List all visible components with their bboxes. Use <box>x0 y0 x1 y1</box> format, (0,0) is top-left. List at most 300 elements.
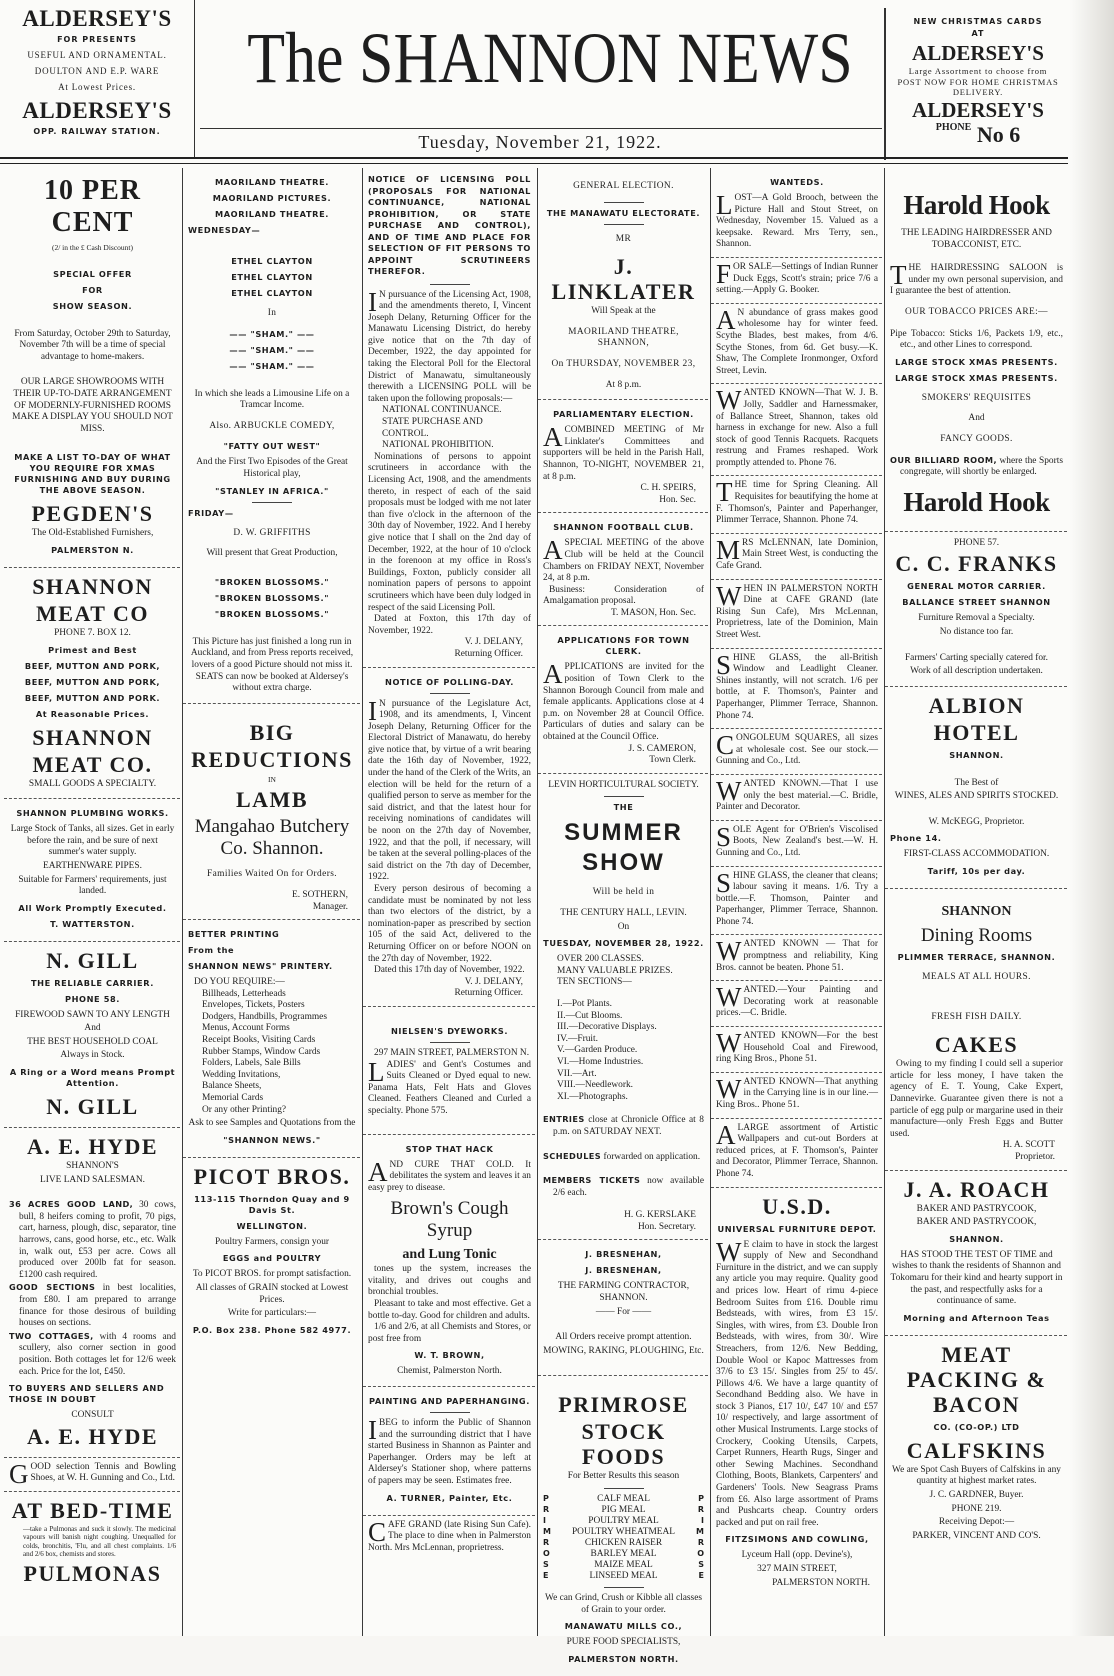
list-item: Rubber Stamps, Window Cards <box>202 1046 321 1057</box>
article <box>4 1458 180 1492</box>
signature: J. S. CAMERON, <box>628 743 696 754</box>
list-item: V.—Garden Produce. <box>557 1045 638 1056</box>
text-line: We are Spot Cash Buyers of Calfskins in any quantity at highest market rates. <box>891 1464 1061 1487</box>
divider <box>604 224 644 225</box>
display-heading: CAKES <box>934 1032 1019 1058</box>
signature: V. J. DELANY, <box>464 637 523 648</box>
bold-line: W. T. BROWN, <box>414 1350 485 1361</box>
column-5 <box>710 168 882 1636</box>
spacer <box>543 1164 704 1174</box>
spacer <box>543 1320 704 1330</box>
product-row <box>543 1549 704 1560</box>
list-item: III.—Decorative Displays. <box>557 1022 657 1033</box>
divider <box>200 128 882 129</box>
ad-line: Large Assortment to choose from <box>908 66 1048 76</box>
spacer <box>188 241 356 251</box>
article <box>711 775 882 821</box>
article <box>885 687 1067 889</box>
divider <box>430 1042 470 1043</box>
article <box>711 534 882 580</box>
ad-line: NEW CHRISTMAS CARDS <box>913 17 1043 26</box>
list-item: STATE PURCHASE AND CONTROL. <box>382 417 483 439</box>
list-item: Envelopes, Tickets, Posters <box>202 1000 305 1011</box>
ad-line: FOR PRESENTS <box>57 35 137 44</box>
display-heading: U.S.D. <box>762 1193 832 1219</box>
list-item: Balance Sheets, <box>202 1081 262 1092</box>
paragraph: GOOD selection Tennis and Bowling Shoes, at W. H. Gunning and Co., Ltd. <box>9 1458 176 1489</box>
article <box>183 168 360 704</box>
ad-line: DOULTON AND E.P. WARE <box>34 66 160 76</box>
product-row <box>543 1516 704 1527</box>
display-heading: CALFSKINS <box>906 1437 1047 1463</box>
text-line: Always in Stock. <box>60 1050 125 1061</box>
paragraph: Dated at Foxton, this 17th day of November, 1922. <box>368 614 531 636</box>
display-heading: Mangahao Butchery Co. Shannon. <box>194 816 350 860</box>
divider <box>430 1412 470 1413</box>
paragraph: LADIES' and Gent's Costumes and Suits Cleaned or Dyed equal to new. Panama Hats, Felt Hats and Gloves Cleaned. Feathers Cleaned and Curled a specialty. Phone 575. <box>368 1056 531 1116</box>
paragraph <box>543 1175 704 1199</box>
article <box>711 649 882 730</box>
paragraph <box>9 1199 176 1281</box>
paragraph: SHINE GLASS, the cleaner that cleans; labour saving it means. 1/6. Try a bottle.—F. Thomson, Painter and Paperhanger, Plimmer Terrace, Shannon. Phone 74. <box>716 867 878 927</box>
text-line: Will present that Great Production, <box>206 548 338 559</box>
fine-print: —take a Pulmonas and suck it slowly. The medicinal vapours will banish night coughing. Unequalled for colds, bronchitis, 'Flu, and all chest complaints. 1/6 and 2/6 box, chemists and stores. <box>23 1524 176 1559</box>
bold-line: T. WATTERSTON. <box>50 918 135 929</box>
text-line: THE BEST HOUSEHOLD COAL <box>27 1036 158 1047</box>
bold-line: ETHEL CLAYTON <box>231 288 313 298</box>
bold-line: BEEF, MUTTON AND PORK, <box>24 676 161 687</box>
paragraph: CONGOLEUM SQUARES, all sizes at wholesale cost. See our stock.—Gunning and Co., Ltd. <box>716 730 878 767</box>
bold-line: PAINTING AND PAPERHANGING. <box>369 1396 530 1407</box>
paragraph: SHINE GLASS, the all-British Window and Leadlight Cleaner. Shines instantly, will not scratch. 1/6 per bottle, at F. Thomson's, Painter and Paperhanger, Plimmer Terrace, Shannon. Phone 74. <box>716 649 878 721</box>
list-item: I.—Pot Plants. <box>557 998 612 1009</box>
text-line: MAORILAND THEATRE, SHANNON, <box>568 326 679 349</box>
paragraph-text: in best localities, from £80. I am prepared to arrange finance for those desirous of building houses on sections. <box>19 1283 176 1329</box>
spacer <box>9 365 176 375</box>
phone-label: PHONE <box>935 122 972 133</box>
signature: PALMERSTON NORTH. <box>772 1577 870 1588</box>
text-line: MOWING, RAKING, PLOUGHING, Etc. <box>543 1345 704 1356</box>
paragraph: Nominations of persons to appoint scrutineers in accordance with the Licensing Act, 1908, and the amendments thereto, in respect of each of the said proposals must be lodged with me not later than five o'clock in the afternoon of the 30th day of November, 1922. And I hereby give notice that I shall on the 2nd day of December, 1922, at the hour of 10 o'clock in the forenoon at my office in Ross's Buildings, Foxton, publicly consider all nomination papers of persons to appoint scrutineers which have been duly lodged in respect of the said Licensing Poll. <box>368 451 531 613</box>
bold-line: Primest and Best <box>48 644 137 655</box>
column-6 <box>884 168 1067 1636</box>
text-line: Suitable for Farmers' requirements, just landed. <box>18 874 167 897</box>
paragraph <box>890 455 1063 479</box>
bold-line: SHANNON PLUMBING WORKS. <box>16 808 169 819</box>
article <box>885 168 1067 532</box>
article <box>885 889 1067 1171</box>
paragraph: Owing to my finding I could sell a superior article for less money, I have taken the agency of E. T. Young, Cake Expert, Dannevirke. Guarantee given there is not a particle of egg pulp or margarine used in their manufacture—only Fresh Eggs and Butter used. <box>890 1059 1063 1139</box>
text-line: From Saturday, October 29th to Saturday, November 7th will be a time of special advantage to home-makers. <box>14 328 171 362</box>
article <box>183 704 360 920</box>
list-item: Or any other Printing? <box>202 1104 287 1115</box>
text-line: Work of all description undertaken. <box>910 666 1043 677</box>
spacer <box>543 989 704 999</box>
article <box>711 981 882 1027</box>
article <box>363 1007 535 1135</box>
product-name: BARLEY MEAL <box>590 1549 657 1560</box>
article <box>183 920 360 1158</box>
text-line: At 8 p.m. <box>605 379 642 390</box>
paragraph: THE time for Spring Cleaning. All Requisites for beautifying the home at F. Thomson's, Painter and Paperhanger, Plimmer Terrace, Shannon. Phone 74. <box>716 477 878 526</box>
list-item: TEN SECTIONS— <box>557 977 632 988</box>
issue-date: Tuesday, November 21, 1922. <box>418 132 662 152</box>
text-line: And <box>968 413 985 424</box>
bold-line: TO BUYERS AND SELLERS AND THOSE IN DOUBT <box>9 1383 165 1405</box>
text-line: And <box>84 1023 101 1034</box>
article <box>4 799 180 942</box>
signature: H. A. SCOTT <box>1002 1140 1055 1151</box>
paragraph: ACOMBINED MEETING of Mr Linklater's Committees and supporters will be held in the Parish Hall, Shannon, TO-NIGHT, NOVEMBER 21, at 8 p.m. <box>543 422 704 482</box>
bold-line: LARGE STOCK XMAS PRESENTS. <box>895 356 1058 367</box>
lead-in: GOOD SECTIONS <box>9 1282 96 1293</box>
text-line: In which she leads a Limousine Life on a Tramcar Income. <box>194 388 350 411</box>
bold-line: SHANNON. <box>949 749 1004 760</box>
bold-line: ETHEL CLAYTON <box>231 272 313 282</box>
list-item: Wedding Invitations, <box>202 1069 281 1080</box>
product-name: CALF MEAL <box>597 1494 650 1505</box>
paragraph <box>9 1282 176 1329</box>
paragraph: IBEG to inform the Public of Shannon and the surrounding district that I have started Business in Shannon as Painter and Paperhanger. Orders may be left at Aldersey's Stationer shop, where patterns of papers may be seen. Estimates free. <box>368 1415 531 1486</box>
paragraph: WANTED KNOWN — That for promptness and reliability, King Bros. cannot be beaten. Phone 51. <box>716 936 878 973</box>
acrostic-letter: M <box>696 1527 704 1537</box>
display-heading: N. GILL <box>46 947 139 973</box>
article <box>4 942 180 1128</box>
list-item: OVER 200 CLASSES. <box>557 954 644 965</box>
newspaper-title <box>198 8 882 108</box>
spacer <box>890 893 1063 903</box>
article <box>711 476 882 533</box>
spacer <box>543 1359 704 1369</box>
text-line: OUR TOBACCO PRICES ARE:— <box>905 306 1048 317</box>
product-row <box>543 1527 704 1538</box>
text-line: FRESH FISH DAILY. <box>931 1011 1022 1022</box>
paragraph <box>543 1151 704 1164</box>
article <box>4 168 180 568</box>
article <box>711 168 882 258</box>
bold-line: WANTEDS. <box>770 177 824 187</box>
acrostic-letter: E <box>698 1571 704 1581</box>
article <box>711 1188 882 1596</box>
product-name: MAIZE MEAL <box>594 1560 653 1571</box>
spacer <box>890 641 1063 651</box>
bold-line: MAORILAND THEATRE. <box>215 177 329 187</box>
signature: E. SOTHERN, <box>292 889 348 900</box>
text-line: On THURSDAY, NOVEMBER 23, <box>551 358 696 369</box>
ad-name: ALDERSEY'S <box>912 41 1044 65</box>
paragraph: WHEN IN PALMERSTON NORTH Dine at CAFE GRAND (late Rising Sun Cafe), Mrs McLennan, Proprietress, late of the Dominion, Main Street West. <box>716 580 878 640</box>
bold-line: THE RELIABLE CARRIER. <box>30 977 155 988</box>
paragraph: WE claim to have in stock the largest supply of New and Secondhand Furniture in the district, and we can supply any article you may require. Quality good and prices low. Heart of rimu 4-piece Bedroom Suites from £16. Double rimu Bedsteads, with wires, from £3 15/. Singles, with wires, from £3. Double Iron Bedsteads, with wires, from 30/. Wire Streachers, from 12/6. New Bedding, Double Wool or Kapoc Mattresses from 37/6 to £3 15/. Singles from 25/ to 45/. Pillows 4/6. We have a large quantity of Secondhand Bedding also. We have in stock 3 Pianos, £17 10/, £47 10/ and £57 10/ respectively, and large assortment of other Musical Instruments. Large stocks of Crockery, Cooking Utensils, Carpets, Carpet Runners, Hearth Rugs, Singer and other Sewing Machines. Secondhand Clothing, Boots, Blankets, Carpenters' and Gardeners' Tools. New Seagrass Prams from £6. Also large assortment of Prams and Pushcarts cheap. Country orders packed and put on rail free. <box>716 1236 878 1528</box>
bold-line: SHANNON NEWS" PRINTERY. <box>188 961 333 972</box>
phone-value: No 6 <box>976 122 1021 147</box>
paragraph: WANTED.—Your Painting and Decorating work at reasonable prices.—C. Bridle. <box>716 982 878 1019</box>
article <box>711 384 882 476</box>
text-line: No distance too far. <box>939 626 1014 637</box>
paragraph: IN pursuance of the Legislature Act, 1908, and its amendments, I, Vincent Joseph Delany, Returning Officer for the Electoral District of Manawatu, do hereby give notice that, by virtue of a writ bearing date the 16th day of November, 1922, under the hand of the Clerk of the Writs, an election will be held for the return of a qualified person to serve as member for the said district, and that the latest hour for receiving nominations of candidates will be noon on the 27th day of November, 1922, and that the poll, if necessary, will be taken at the several polling-places of the said district on the 7th day of December, 1922. <box>368 695 531 883</box>
paragraph: tones up the system, increases the vitality, and drives out coughs and bronchial troubles. <box>368 1264 531 1298</box>
ad-line: At Lowest Prices. <box>58 82 136 92</box>
bold-line: BETTER PRINTING <box>188 929 280 940</box>
spacer <box>543 1200 704 1210</box>
bold-line: MAORILAND THEATRE. <box>215 209 329 219</box>
text-line: This Picture has just finished a long run in Auckland, and from Press reports received, lovers of a good Picture should not miss it. SEATS can now be booked at Aldersey's without extra charge. <box>190 636 354 694</box>
text-line: LEVIN HORTICULTURAL SOCIETY. <box>548 779 699 790</box>
list-item: II.—Cut Blooms. <box>557 1010 623 1021</box>
text-line: All classes of GRAIN stocked at Lowest Prices. <box>195 1283 349 1305</box>
article <box>4 1128 180 1458</box>
divider <box>604 202 644 203</box>
text-line: Chemist, Palmerston North. <box>397 1366 502 1377</box>
text-line: FANCY GOODS. <box>940 433 1013 444</box>
article <box>538 168 708 400</box>
article <box>538 513 708 626</box>
list-item: VIII.—Needlework. <box>557 1080 634 1091</box>
text-line: Will be held in <box>592 887 655 898</box>
bold-line: A Ring or a Word means Prompt Attention. <box>9 1067 176 1089</box>
bold-line: A. TURNER, Painter, Etc. <box>386 1492 513 1503</box>
text-line: The Old-Established Furnishers, <box>31 528 154 539</box>
paragraph: ALARGE assortment of Artistic Wallpapers and cut-out Borders at reduced prices, at F. Thomson's, Painter and Decorator, Plimmer Terrace, Shannon. Phone 74. <box>716 1119 878 1179</box>
text-line: Poultry Farmers, consign your <box>214 1236 330 1247</box>
acrostic-letter: S <box>698 1560 704 1570</box>
text-line: WINES, ALES AND SPIRITS STOCKED. <box>894 791 1059 802</box>
list-item: Billheads, Letterheads <box>202 988 286 999</box>
bold-line: LARGE STOCK XMAS PRESENTS. <box>895 372 1058 383</box>
article <box>363 1135 535 1388</box>
paragraph: THE HAIRDRESSING SALOON is under my own personal supervision, and I guarantee the best of attention. <box>890 260 1063 297</box>
bold-line: Tariff, 10s per day. <box>927 866 1026 877</box>
bold-line: —— "SHAM." —— <box>229 328 315 339</box>
text-line: PHONE 57. <box>953 537 1000 548</box>
text-line: BAKER AND PASTRYCOOK, <box>916 1217 1037 1228</box>
paragraph <box>543 1114 704 1138</box>
acrostic-letter: E <box>543 1571 549 1581</box>
bold-line: FRIDAY— <box>188 507 234 518</box>
bold-line: PARLIAMENTARY ELECTION. <box>553 409 694 420</box>
spacer <box>890 253 1063 263</box>
paragraph-text: Pipe Tobacco: Sticks 1/6, Packets 1/9, etc., etc., and other Lines to correspond. <box>890 328 1063 351</box>
article <box>885 532 1067 687</box>
bold-line: Phone 14. <box>890 833 942 844</box>
fine-print: IN <box>268 774 276 784</box>
spacer <box>188 562 356 572</box>
signature: C. H. SPEIRS, <box>640 483 696 494</box>
paragraph-text: where the Sports congregate, will shortly be enlarged. <box>900 455 1063 478</box>
list-item: Dodgers, Handbills, Programmes <box>202 1011 327 1022</box>
display-heading: HOTEL <box>933 719 1020 745</box>
divider <box>252 502 292 503</box>
bold-line: TUESDAY, NOVEMBER 28, 1922. <box>543 938 704 949</box>
lead-in: MEMBERS TICKETS <box>543 1175 641 1186</box>
list-item: NATIONAL PROHIBITION. <box>382 440 494 451</box>
acrostic-letter: S <box>543 1560 549 1570</box>
text-line: THE FARMING CONTRACTOR, SHANNON. <box>557 1281 690 1304</box>
bold-line: "BROKEN BLOSSOMS." <box>214 608 330 619</box>
paragraph: Every person desirous of becoming a candidate must be nominated by not less than two electors of the district, by a nomination-paper as prescribed by section 105 of the said Act, delivered to the Returning Officer on or before NOON on the 27th day of November, 1922. <box>368 884 531 964</box>
bold-line: SHANNON FOOTBALL CLUB. <box>553 522 694 533</box>
text-line: On <box>617 921 630 932</box>
bold-line: All Work Promptly Executed. <box>18 902 167 913</box>
bold-line: BEEF, MUTTON AND PORK, <box>24 660 161 671</box>
acrostic-letter: I <box>543 1516 546 1526</box>
bold-line: "FATTY OUT WEST" <box>223 441 321 452</box>
bold-line: —— "SHAM." —— <box>229 360 315 371</box>
product-row <box>543 1494 704 1505</box>
product-name: PIG MEAL <box>601 1505 646 1516</box>
article <box>4 1492 180 1594</box>
acrostic-letter: P <box>698 1494 704 1504</box>
bold-line: GENERAL MOTOR CARRIER. <box>907 581 1046 592</box>
bold-line: From the <box>188 945 235 956</box>
spacer <box>188 708 356 718</box>
paragraph-text: now available 2/6 each. <box>553 1176 704 1198</box>
text-line: EARTHENWARE PIPES. <box>43 860 142 871</box>
article <box>4 568 180 799</box>
list-item: VI.—Home Industries. <box>557 1056 644 1067</box>
paragraph: WANTED KNOWN—That W. J. B. Jolly, Saddler and Harnessmaker, of Ballance Street, Shannon, takes old harness in exchange for new. Also a full stock of good Tennis Racquets. Racquets restrung and Frames reshaped. Work promptly attended to. Phone 76. <box>716 385 878 468</box>
paragraph-text: 30 cows, bull, 8 heifers coming to profit, 70 pigs, cart, harness, plough, disc, separator, tine harrows, cans, good horse, etc., etc. Walk in, walk out, £53 per acre. Cows all produced over 200lb fat for season. £1200 cash required. <box>19 1200 176 1280</box>
column-2 <box>182 168 360 1636</box>
text-line: Receiving Depot:— <box>938 1517 1015 1528</box>
bold-line: BEEF, MUTTON AND PORK. <box>24 692 161 703</box>
display-heading: C. C. FRANKS <box>895 551 1058 577</box>
display-heading: Dining Rooms <box>920 925 1033 947</box>
list-item: Menus, Account Forms <box>202 1023 290 1034</box>
acrostic-letter: I <box>701 1516 704 1526</box>
bold-line: FITZSIMONS AND COWLING, <box>725 1534 869 1545</box>
text-line: PHONE 7. BOX 12. <box>54 627 131 638</box>
paragraph: LOST—A Gold Brooch, between the Picture Hall and Stout Street, on Wednesday, November 15. Valued as a keepsake. Reward. Mrs Terry, sen., Shannon. <box>716 190 878 250</box>
spacer <box>9 317 176 327</box>
paragraph: MRS McLENNAN, late Dominion, Main Street West, is conducting the Cafe Grand. <box>716 534 878 572</box>
text-line: All Orders receive prompt attention. <box>555 1332 692 1343</box>
article <box>711 821 882 867</box>
text-line: PARKER, VINCENT AND CO'S. <box>912 1530 1041 1541</box>
article <box>885 1171 1067 1336</box>
paragraph: CAFE GRAND (late Rising Sun Cafe). The place to dine when in Palmerston North. Mrs McLennan, proprietress. <box>368 1516 531 1553</box>
bold-line: CO. (CO-OP.) LTD <box>933 1421 1020 1432</box>
paragraph: SOLE Agent for O'Brien's Viscolised Boots, New Zealand's best.—W. H. Gunning and Co., Ltd. <box>716 821 878 858</box>
divider <box>194 0 195 158</box>
bold-line: FOR <box>82 284 103 295</box>
column-3 <box>362 168 535 1636</box>
signature: Hon. Secretary. <box>638 1221 696 1232</box>
product-row <box>543 1571 704 1582</box>
paragraph: APPLICATIONS are invited for the position of Town Clerk to the Shannon Borough Council from male and female applicants. Applications close at 4 p.m. on November 28 at Council Office. Particulars of duties and salary can be obtained at the Council Office. <box>543 659 704 743</box>
display-heading: Harold Hook <box>903 486 1050 517</box>
text-line: Also. ARBUCKLE COMEDY, <box>209 420 335 431</box>
divider <box>604 1587 644 1588</box>
article <box>711 580 882 649</box>
text-line: D. W. GRIFFITHS <box>233 527 311 538</box>
signature: Manager. <box>312 901 348 912</box>
spacer <box>890 766 1063 776</box>
bold-line: SPECIAL OFFER <box>53 268 132 279</box>
text-line: HAS STOOD THE TEST OF TIME and wishes to thank the residents of Shannon and Tokomaru for their kind and hearty support in the past, and respectfully asks for a continuance of same. <box>890 1249 1063 1307</box>
text-line: Large Stock of Tanks, all sizes. Get in early before the rain, and be sure of next summer's water supply. <box>10 824 175 858</box>
signature: T. MASON, Hon. Sec. <box>611 607 696 618</box>
signature: Proprietor. <box>1015 1152 1055 1162</box>
article <box>363 1516 535 1561</box>
list-item: Receipt Books, Visiting Cards <box>202 1035 316 1046</box>
spacer <box>368 1011 531 1021</box>
display-heading: J. A. ROACH <box>903 1176 1050 1202</box>
divider <box>604 1488 644 1489</box>
acrostic-letter: R <box>697 1505 704 1515</box>
ad-line: USEFUL AND ORNAMENTAL. <box>27 50 167 60</box>
paragraph: FOR SALE—Settings of Indian Runner Duck Eggs, Scott's strain; price 7/6 a setting.—Apply G. Booker. <box>716 258 878 296</box>
bold-line: "BROKEN BLOSSOMS." <box>214 576 330 587</box>
paragraph-text: with 4 rooms and scullery, also corner section in good position. Both cottages let for 12/6 week each. Price for the lot, £450. <box>19 1331 176 1377</box>
display-heading: MEAT CO. <box>32 751 153 777</box>
acrostic-letter: O <box>543 1549 550 1559</box>
paragraph <box>9 1331 176 1378</box>
column-1 <box>4 168 180 1636</box>
acrostic-letter: R <box>543 1505 550 1515</box>
bold-line: EGGS and POULTRY <box>222 1253 322 1264</box>
spacer <box>890 993 1063 1003</box>
masthead-rule <box>0 157 1068 164</box>
acrostic-letter: R <box>697 1538 704 1548</box>
page-edge <box>1070 0 1114 1636</box>
bold-line: At Reasonable Prices. <box>35 708 150 719</box>
article <box>538 400 708 513</box>
signature: Returning Officer. <box>454 648 523 659</box>
paragraph <box>890 328 1063 352</box>
text-line: PURE FOOD SPECIALISTS, <box>566 1637 681 1648</box>
bold-line: "STANLEY IN AFRICA." <box>215 485 329 496</box>
spacer <box>543 1140 704 1150</box>
article <box>538 774 708 1241</box>
text-line: Farmers' Carting specially catered for. <box>904 652 1049 663</box>
spacer <box>890 805 1063 815</box>
text-line: LIVE LAND SALESMAN. <box>40 1174 145 1185</box>
signature: Returning Officer. <box>454 988 523 999</box>
fine-print: (2/ in the £ Cash Discount) <box>51 243 134 252</box>
product-row <box>543 1560 704 1571</box>
bold-line: P.O. Box 238. Phone 582 4977. <box>192 1324 352 1335</box>
list-item: VII.—Art. <box>557 1068 597 1079</box>
bold-line: PALMERSTON NORTH. <box>568 1653 679 1664</box>
display-heading: PICOT BROS. <box>193 1163 351 1189</box>
bold-line: APPLICATIONS FOR TOWN CLERK. <box>557 635 690 657</box>
spacer <box>9 1188 176 1198</box>
bold-line: —— "SHAM." —— <box>229 344 315 355</box>
display-heading: Harold Hook <box>903 190 1050 220</box>
display-heading: ALBION <box>928 692 1025 718</box>
bold-line: J. BRESNEHAN, <box>585 1249 662 1260</box>
lead-in: SCHEDULES <box>543 1150 602 1161</box>
display-heading: A. E. HYDE <box>26 1134 159 1160</box>
text-line: SHANNON'S <box>66 1161 119 1172</box>
text-line: GENERAL ELECTION. <box>573 181 674 191</box>
list-item: MANY VALUABLE PRIZES. <box>557 965 673 976</box>
ad-name: ALDERSEY'S <box>22 6 172 31</box>
bold-line: MAORILAND PICTURES. <box>212 193 332 203</box>
text-line: Families Waited On for Orders. <box>206 869 338 880</box>
bold-line: PHONE 58. <box>64 993 120 1004</box>
paragraph: IN pursuance of the Licensing Act, 1908, and the amendments thereto, I, Vincent Joseph Delany, Returning Officer for the Manawatu Licensing District, do hereby give notice that on the 7th day of December, 1922, the day appointed for taking the Electoral Poll for the Electoral District of Manawatu, simultaneously therewith a LICENSING POLL will be taken upon the following proposals:— <box>368 286 531 404</box>
paragraph: Pleasant to take and most effective. Get a bottle to-day. Good for children and adults. <box>368 1299 531 1321</box>
ad-name: ALDERSEY'S <box>912 98 1044 122</box>
acrostic-letter: O <box>697 1549 704 1559</box>
spacer <box>543 1380 704 1390</box>
text-line: Furniture Removal a Specialty. <box>918 613 1035 624</box>
article <box>183 1158 360 1347</box>
text-line: In <box>267 308 277 318</box>
divider <box>430 284 470 285</box>
